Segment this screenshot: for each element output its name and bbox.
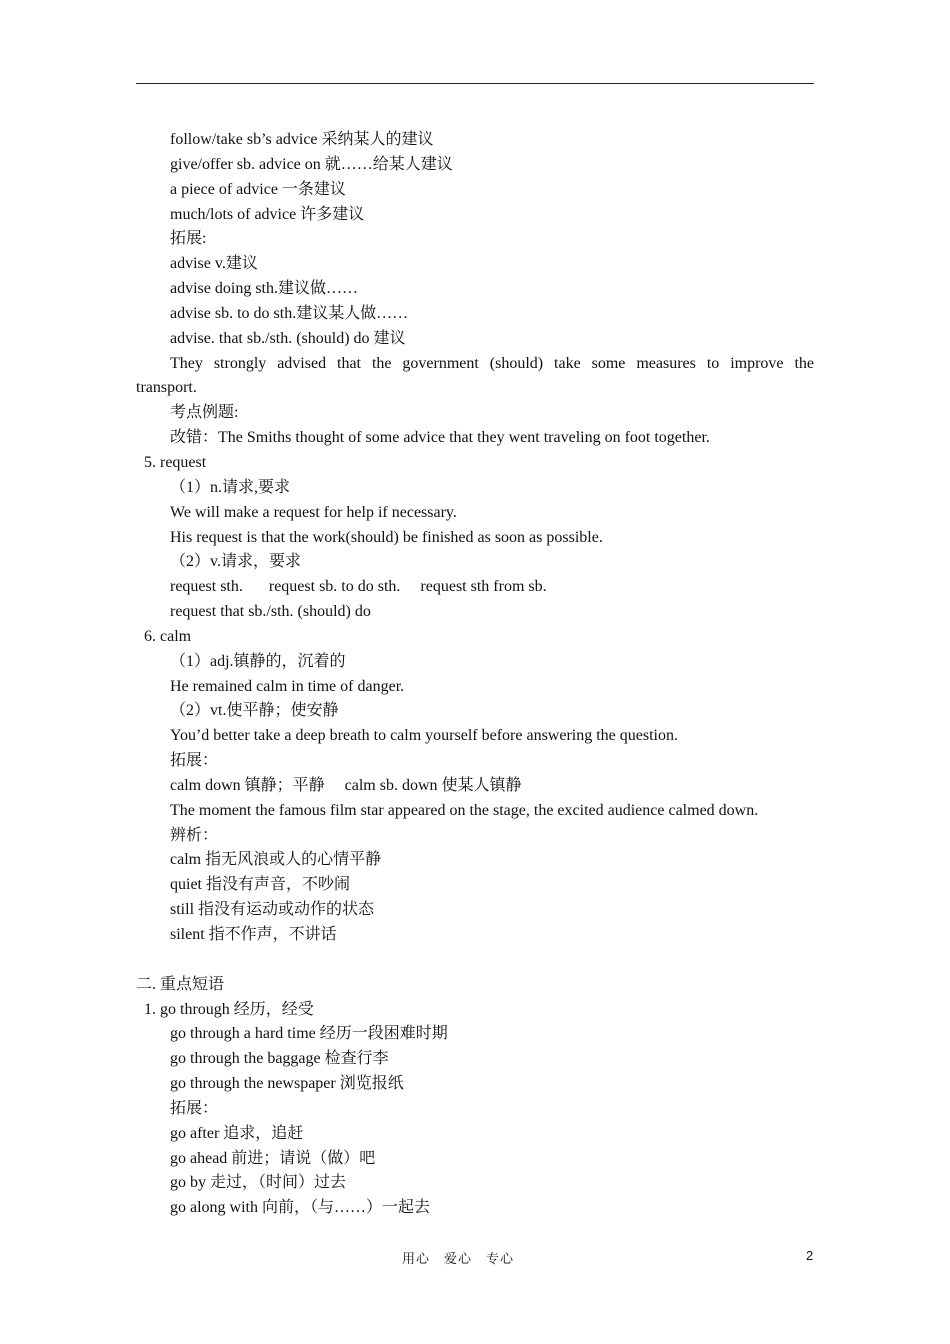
text-line: His request is that the work(should) be finished as soon as possible. [170,528,603,546]
text-line-justified: They strongly advised that the government (should) take some measures to improve the [170,354,814,372]
phrase: calm down 镇静；平静 [170,776,325,794]
text-line: give/offer sb. advice on 就……给某人建议 [170,155,453,173]
text-line: go by 走过，（时间）过去 [170,1174,347,1192]
text-line: The moment the famous film star appeared on the stage, the excited audience calmed down. [170,801,759,819]
text-line: much/lots of advice 许多建议 [170,205,365,223]
text-line: 改错：The Smiths thought of some advice that they went traveling on foot together. [170,429,710,447]
text-line: go along with 向前，（与……）一起去 [170,1199,430,1217]
footer-word: 专心 [486,1252,515,1267]
item-heading: 1. go through 经历，经受 [144,1000,314,1018]
text-line: 拓展： [170,752,219,770]
footer-motto [402,1248,528,1267]
footer-word: 用心 [402,1252,431,1267]
text-line: You’d better take a deep breath to calm yourself before answering the question. [170,727,678,745]
text-line: （2）vt.使平静；使安静 [170,702,339,720]
phrase: calm sb. down 使某人镇静 [344,776,522,794]
text-line: go through the baggage 检查行李 [170,1050,389,1068]
text-line: still 指没有运动或动作的状态 [170,901,375,919]
phrase: request sb. to do sth. [268,578,401,596]
text-line: go through a hard time 经历一段困难时期 [170,1025,448,1043]
text-line: advise. that sb./sth. (should) do 建议 [170,329,406,347]
text-line-multi [136,575,814,600]
section-heading: 二. 重点短语 [136,975,225,993]
item-heading: 6. calm [144,627,192,645]
text-line: request that sb./sth. (should) do [170,603,371,621]
text-line: 拓展: [170,230,207,248]
text-line: go ahead 前进；请说（做）吧 [170,1149,376,1167]
text-line: go after 追求，追赶 [170,1124,304,1142]
text-line: advise v.建议 [170,255,258,273]
phrase: request sth from sb. [420,578,547,596]
footer-word: 爱心 [444,1252,473,1267]
text-line: quiet 指没有声音，不吵闹 [170,876,350,894]
header-rule [136,83,814,84]
text-line: advise sb. to do sth.建议某人做…… [170,304,409,322]
text-line: 考点例题: [170,404,239,422]
phrase: request sth. [170,578,243,596]
document-body [136,128,814,1221]
text-line: （1）adj.镇静的，沉着的 [170,652,346,670]
text-line-multi [136,774,814,799]
page-number: 2 [806,1248,814,1263]
item-heading: 5. request [144,453,207,471]
text-line: He remained calm in time of danger. [170,677,405,695]
text-line: a piece of advice 一条建议 [170,180,346,198]
text-line: transport. [136,379,197,397]
text-line: calm 指无风浪或人的心情平静 [170,851,382,869]
text-line: silent 指不作声，不讲话 [170,926,337,943]
text-line: We will make a request for help if necessary. [170,503,457,521]
text-line: （2）v.请求，要求 [170,553,301,571]
text-line: go through the newspaper 浏览报纸 [170,1075,404,1093]
blank-line [136,948,814,973]
text-line: advise doing sth.建议做…… [170,280,358,298]
text-line: follow/take sb’s advice 采纳某人的建议 [170,131,434,148]
text-line: 拓展： [170,1099,219,1117]
text-line: 辨析： [170,826,219,844]
page-footer [0,1248,950,1268]
text-line: （1）n.请求,要求 [170,478,291,496]
